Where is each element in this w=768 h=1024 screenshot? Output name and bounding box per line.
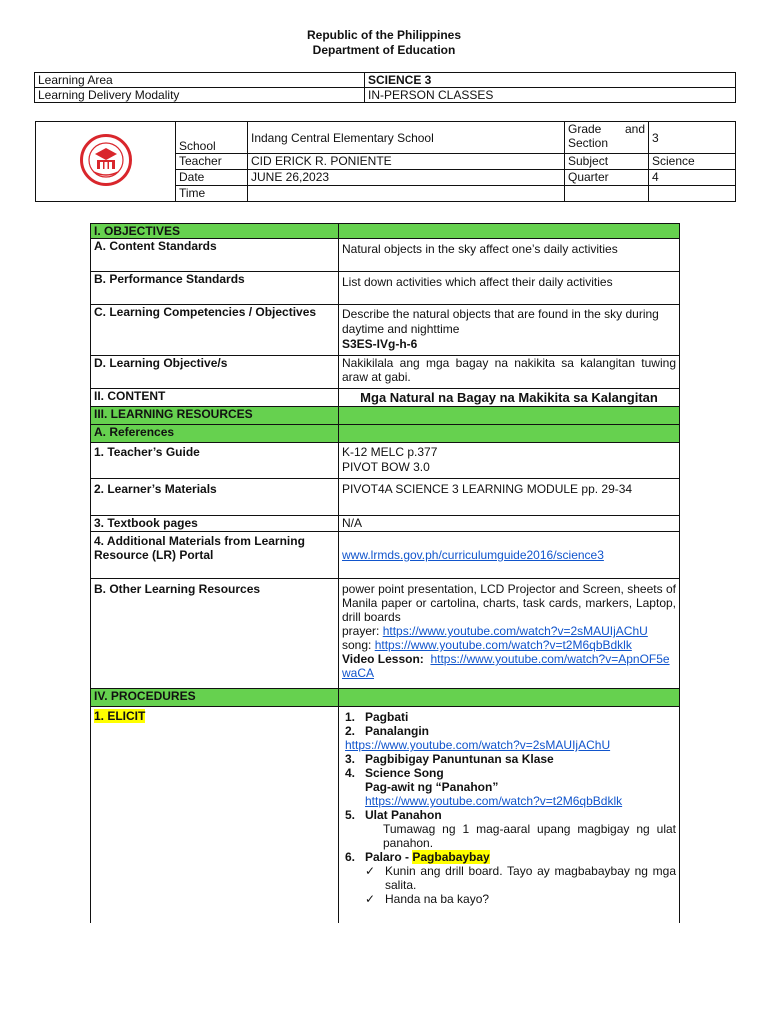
other-resources-text: power point presentation, LCD Projector and Screen, sheets of Manila paper or cartolina, charts, task cards, markers, Laptop, drill boards: [342, 582, 676, 624]
procedures-heading: IV. PROCEDURES: [91, 689, 339, 707]
table-row: [35, 88, 736, 103]
palaro-instruction-1: Kunin ang drill board. Tayo ay magbabaybay ng mga salita.: [385, 864, 676, 892]
time-label: Time: [176, 186, 248, 202]
step-number: 6.: [345, 850, 356, 864]
teacher-value: CID ERICK R. PONIENTE: [248, 154, 565, 170]
list-item: [345, 892, 676, 906]
list-item: [345, 864, 676, 892]
content-standards-value: Natural objects in the sky affect one’s daily activities: [339, 239, 680, 272]
list-item: [345, 752, 676, 766]
learning-objectives-value: Nakikilala ang mga bagay na nakikita sa kalangitan tuwing araw at gabi.: [339, 356, 680, 389]
textbook-value: N/A: [339, 516, 680, 532]
procedures-empty: [339, 689, 680, 707]
ulat-panahon-text: Tumawag ng 1 mag-aaral upang magbigay ng ulat panahon.: [383, 822, 676, 850]
song-link[interactable]: https://www.youtube.com/watch?v=t2M6qbBdklk: [374, 638, 632, 652]
competencies-label: C. Learning Competencies / Objectives: [91, 305, 339, 356]
subject-label: Subject: [565, 154, 649, 170]
modality-value: IN-PERSON CLASSES: [365, 88, 736, 103]
table-row: [36, 122, 736, 154]
step-number: 3.: [345, 752, 356, 766]
date-value: JUNE 26,2023: [248, 170, 565, 186]
table-row: [91, 443, 680, 479]
learners-materials-label: 2. Learner’s Materials: [91, 479, 339, 516]
table-row: [91, 707, 680, 924]
step-number: 5.: [345, 808, 356, 822]
list-item: [345, 850, 676, 864]
textbook-label: 3. Textbook pages: [91, 516, 339, 532]
resources-empty: [339, 407, 680, 425]
elicit-label: 1. ELICIT: [94, 709, 146, 723]
grade-section-label: Grade and Section: [565, 122, 649, 154]
science-song-link[interactable]: https://www.youtube.com/watch?v=t2M6qbBdklk: [365, 794, 623, 808]
palaro-highlight: Pagbabaybay: [412, 850, 490, 864]
table-row: [91, 532, 680, 579]
elicit-steps: [339, 707, 680, 924]
song-label: song:: [342, 638, 372, 652]
school-label: School: [176, 122, 248, 154]
grade-section-value: 3: [649, 122, 736, 154]
content-label: II. CONTENT: [91, 389, 339, 407]
table-row: [91, 272, 680, 305]
quarter-label: Quarter: [565, 170, 649, 186]
resources-heading: III. LEARNING RESOURCES: [91, 407, 339, 425]
references-heading: A. References: [91, 425, 339, 443]
list-item: [345, 766, 676, 780]
performance-standards-label: B. Performance Standards: [91, 272, 339, 305]
empty-cell: [565, 186, 649, 202]
prayer-line: [342, 624, 676, 638]
quarter-value: 4: [649, 170, 736, 186]
science-song-sub: Pag-awit ng “Panahon”: [365, 780, 499, 794]
lrmds-link[interactable]: www.lrmds.gov.ph/curriculumguide2016/science3: [342, 548, 604, 562]
list-item: [345, 808, 676, 822]
other-resources-label: B. Other Learning Resources: [91, 579, 339, 689]
check-icon: ✓: [365, 864, 376, 878]
header-republic: Republic of the Philippines: [306, 28, 461, 42]
step-number: 1.: [345, 710, 356, 724]
step-panalangin: Panalangin: [365, 724, 430, 738]
step-number: 4.: [345, 766, 356, 780]
list-item: [345, 724, 676, 738]
logo-cell: [36, 122, 176, 202]
competencies-value: Describe the natural objects that are found in the sky during daytime and nighttime: [342, 307, 659, 336]
panalangin-link[interactable]: https://www.youtube.com/watch?v=2sMAUIjAChU: [345, 738, 611, 752]
teacher-label: Teacher: [176, 154, 248, 170]
palaro-instruction-2: Handa na ba kayo?: [385, 892, 490, 906]
other-resources-cell: [339, 579, 680, 689]
competencies-code: S3ES-IVg-h-6: [342, 337, 418, 351]
objectives-empty: [339, 224, 680, 239]
learners-materials-value: PIVOT4A SCIENCE 3 LEARNING MODULE pp. 29-34: [339, 479, 680, 516]
date-label: Date: [176, 170, 248, 186]
learning-area-label: Learning Area: [35, 73, 365, 88]
table-row: [91, 224, 680, 239]
performance-standards-value: List down activities which affect their daily activities: [339, 272, 680, 305]
elicit-cell: [91, 707, 339, 924]
learning-area-table: [34, 72, 736, 103]
references-empty: [339, 425, 680, 443]
step-number: 2.: [345, 724, 356, 738]
modality-label: Learning Delivery Modality: [35, 88, 365, 103]
empty-cell: [649, 186, 736, 202]
prayer-label: prayer:: [342, 624, 380, 638]
teachers-guide-line1: K-12 MELC p.377: [342, 445, 438, 459]
competencies-cell: [339, 305, 680, 356]
lesson-plan-table: [90, 223, 680, 923]
objectives-heading: I. OBJECTIVES: [91, 224, 339, 239]
list-item: [345, 794, 676, 808]
teachers-guide-cell: [339, 443, 680, 479]
teachers-guide-line2: PIVOT BOW 3.0: [342, 460, 430, 474]
teachers-guide-label: 1. Teacher’s Guide: [91, 443, 339, 479]
step-science-song: Science Song: [365, 766, 444, 780]
additional-materials-label: 4. Additional Materials from Learning Resource (LR) Portal: [91, 532, 339, 579]
table-row: [91, 516, 680, 532]
table-row: [91, 356, 680, 389]
table-row: [35, 73, 736, 88]
list-item: [345, 738, 676, 752]
song-line: [342, 638, 676, 652]
video-link[interactable]: https://www.youtube.com/watch?v=ApnOF5ewaCA: [342, 652, 670, 680]
prayer-link[interactable]: https://www.youtube.com/watch?v=2sMAUIjAChU: [382, 624, 648, 638]
table-row: [91, 407, 680, 425]
time-value: [248, 186, 565, 202]
step-pagbati: Pagbati: [365, 710, 409, 724]
table-row: [91, 579, 680, 689]
step-palaro: Palaro -: [365, 850, 410, 864]
school-info-table: [35, 121, 736, 202]
school-value: Indang Central Elementary School: [248, 122, 565, 154]
learning-area-value: SCIENCE 3: [365, 73, 736, 88]
table-row: [91, 479, 680, 516]
subject-value: Science: [649, 154, 736, 170]
list-item: [345, 710, 676, 724]
additional-materials-cell: [339, 532, 680, 579]
content-value: Mga Natural na Bagay na Makikita sa Kalangitan: [339, 389, 680, 407]
video-label: Video Lesson:: [342, 652, 424, 666]
header-department: Department of Education: [312, 43, 456, 57]
table-row: [91, 305, 680, 356]
step-ulat-panahon: Ulat Panahon: [365, 808, 442, 822]
step-panuntunan: Pagbibigay Panuntunan sa Klase: [365, 752, 554, 766]
table-row: [91, 689, 680, 707]
video-line: [342, 652, 676, 680]
table-row: [91, 389, 680, 407]
check-icon: ✓: [365, 892, 376, 906]
content-standards-label: A. Content Standards: [91, 239, 339, 272]
learning-objectives-label: D. Learning Objective/s: [91, 356, 339, 389]
table-row: [91, 239, 680, 272]
table-row: [91, 425, 680, 443]
